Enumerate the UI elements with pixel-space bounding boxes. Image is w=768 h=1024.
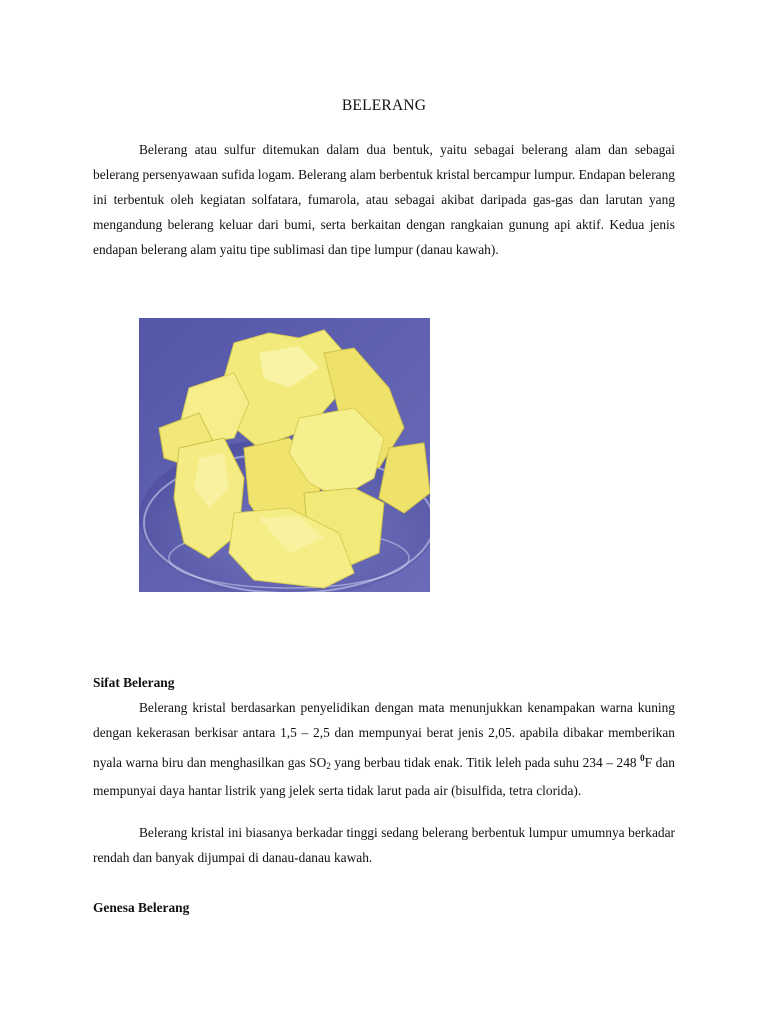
section-heading-genesa: Genesa Belerang bbox=[93, 900, 190, 915]
section-heading-sifat: Sifat Belerang bbox=[93, 675, 175, 690]
so2-subscript: 2 bbox=[326, 760, 331, 771]
sulfur-photo bbox=[139, 318, 430, 592]
sifat-text-a: Belerang kristal berdasarkan penyelidikan dengan mata menunjukkan kenampakan warna kuning dengan kekerasan berkisar antara 1,5 – 2,5 dan mempunyai berat jenis 2,05. apabila dibakar memberikan nyala warna biru dan menghasilkan gas SO bbox=[93, 700, 675, 770]
intro-paragraph: Belerang atau sulfur ditemukan dalam dua bentuk, yaitu sebagai belerang alam dan sebagai belerang persenyawaan sufida logam. Belerang alam berbentuk kristal bercampur lumpur. Endapan belerang ini terbentuk oleh kegiatan solfatara, fumarola, atau sebagai akibat daripada gas-gas dan larutan yang mengandung belerang keluar dari bumi, serta berkaitan dengan rangkaian gunung api aktif. Kedua jenis endapan belerang alam yaitu tipe sublimasi dan tipe lumpur (danau kawah). bbox=[93, 142, 675, 257]
sifat-paragraph-1 bbox=[93, 696, 675, 804]
sifat-text-c: F dan mempunyai daya hantar listrik yang jelek serta tidak larut pada air (bisulfida, tetra clorida). bbox=[93, 754, 675, 798]
degree-superscript: 0 bbox=[640, 752, 645, 763]
sifat-text-b: yang berbau tidak enak. Titik leleh pada suhu 234 – 248 bbox=[330, 754, 641, 770]
sifat-paragraph-2: Belerang kristal ini biasanya berkadar tinggi sedang belerang berbentuk lumpur umumnya berkadar rendah dan banyak dijumpai di danau-danau kawah. bbox=[93, 825, 675, 865]
sulfur-crystals-image bbox=[139, 318, 430, 592]
document-title: BELERANG bbox=[341, 97, 427, 115]
